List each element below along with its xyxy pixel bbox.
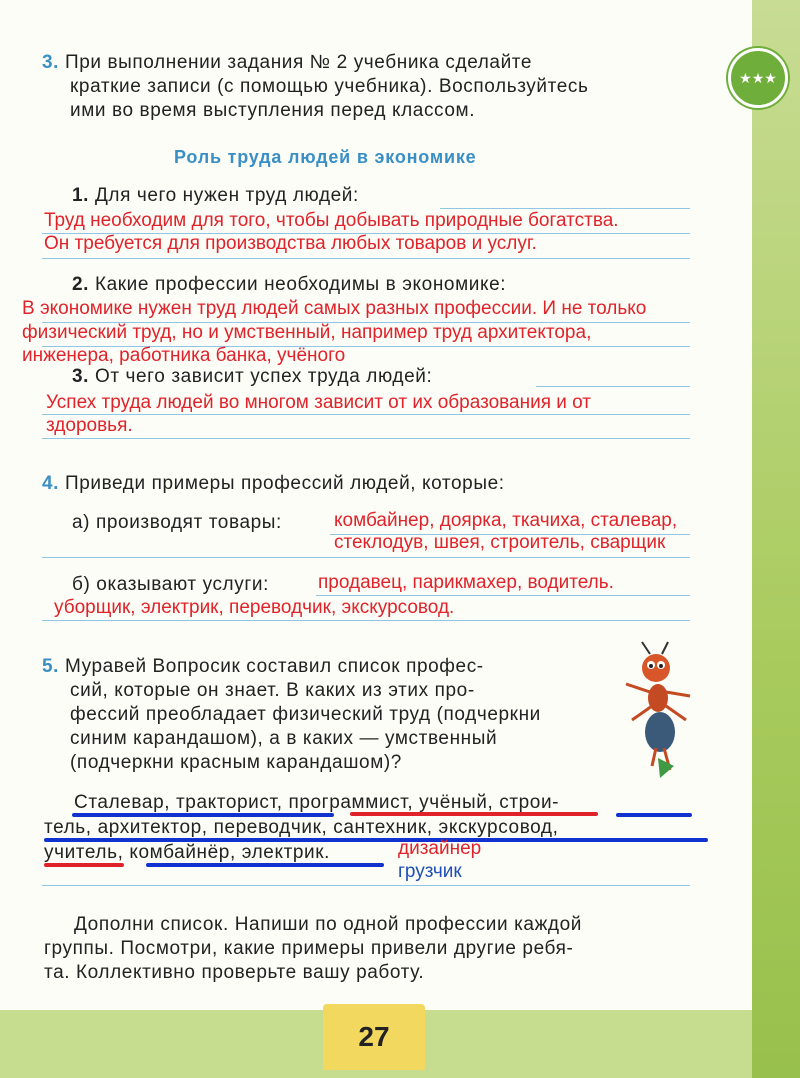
task3-line1 — [42, 52, 532, 74]
added-physical-profession: грузчик — [398, 861, 462, 882]
q2-answer-1: В экономике нужен труд людей самых разных профессии. И не только — [22, 298, 647, 319]
task4-b-answer-1: продавец, парикмахер, водитель. — [318, 572, 614, 593]
task5-line1-text: Муравей Вопросик составил список профес- — [64, 656, 484, 677]
q3-number: 3. — [72, 366, 90, 387]
task4-question: Приведи примеры профессий людей, которые: — [64, 473, 505, 494]
blue-underline — [72, 813, 334, 817]
q1-text: Для чего нужен труд людей: — [94, 185, 359, 206]
task4-text — [42, 473, 505, 495]
answer-line — [42, 557, 690, 558]
profession-list-line3: учитель, комбайнёр, электрик. — [44, 842, 331, 863]
blue-underline — [146, 863, 384, 867]
q3-text: От чего зависит успех труда людей: — [94, 366, 433, 387]
task5-line5: (подчеркни красным карандашом)? — [70, 752, 402, 773]
answer-line — [42, 885, 690, 886]
q3-answer-2: здоровья. — [46, 415, 133, 436]
q3-answer-1: Успех труда людей во многом зависит от их образования и от — [46, 392, 592, 413]
task4-a-answer-1: комбайнер, доярка, ткачиха, сталевар, — [334, 510, 678, 531]
task4-b-answer-2: уборщик, электрик, переводчик, экскурсовод. — [54, 597, 455, 618]
answer-line — [42, 258, 690, 259]
answer-line — [440, 208, 690, 209]
q2-text: Какие профессии необходимы в экономике: — [94, 274, 507, 295]
section-heading: Роль труда людей в экономике — [174, 147, 477, 167]
page-number: 27 — [323, 1004, 425, 1070]
task5-line2: сий, которые он знает. В каких из этих про- — [70, 680, 475, 701]
answer-line — [536, 386, 690, 387]
q2-number: 2. — [72, 274, 90, 295]
task4-b-label: б) оказывают услуги: — [72, 574, 269, 595]
answer-line — [42, 438, 690, 439]
q1-answer-2: Он требуется для производства любых товаров и услуг. — [44, 233, 537, 254]
task5-number: 5. — [42, 656, 60, 677]
blue-underline — [44, 838, 708, 842]
profession-list-line2: тель, архитектор, переводчик, сантехник, экскурсовод, — [44, 817, 559, 838]
answer-line — [42, 620, 690, 621]
blue-underline — [616, 813, 692, 817]
answer-line — [316, 595, 690, 596]
task5-line1 — [42, 656, 484, 678]
red-underline — [350, 812, 598, 816]
final-line2: группы. Посмотри, какие примеры привели другие ребя- — [44, 938, 574, 959]
task5-line3: фессий преобладает физический труд (подчеркни — [70, 704, 541, 725]
right-decor-strip — [752, 0, 800, 1078]
red-underline — [44, 863, 124, 867]
q2-question — [72, 274, 506, 296]
q2-answer-2: физический труд, но и умственный, например труд архитектора, — [22, 322, 592, 343]
q1-question — [72, 185, 359, 207]
task3-number: 3. — [42, 52, 60, 73]
task5-line4: синим карандашом), а в каких — умственный — [70, 728, 498, 749]
final-line3: та. Коллективно проверьте вашу работу. — [44, 962, 425, 983]
q1-number: 1. — [72, 185, 90, 206]
answer-line — [42, 414, 690, 415]
stars-badge-icon: ★★★ — [728, 48, 788, 108]
task3-line2: краткие записи (с помощью учебника). Воспользуйтесь — [70, 76, 589, 97]
task4-a-answer-2: стеклодув, швея, строитель, сварщик — [334, 532, 666, 553]
task4-number: 4. — [42, 473, 60, 494]
added-mental-profession: дизайнер — [398, 838, 482, 859]
q3-question — [72, 366, 432, 388]
profession-list-line1: Сталевар, тракторист, программист, учёный, строи- — [74, 792, 560, 813]
task4-a-label: а) производят товары: — [72, 512, 282, 533]
task3-line3: ими во время выступления перед классом. — [70, 100, 476, 121]
ant-illustration-icon — [620, 640, 700, 780]
q1-answer-1: Труд необходим для того, чтобы добывать природные богатства. — [44, 210, 619, 231]
final-line1: Дополни список. Напиши по одной профессии каждой — [74, 914, 582, 935]
task3-line1-text: При выполнении задания № 2 учебника сделайте — [64, 52, 533, 73]
q2-answer-3: инженера, работника банка, учёного — [22, 345, 346, 366]
